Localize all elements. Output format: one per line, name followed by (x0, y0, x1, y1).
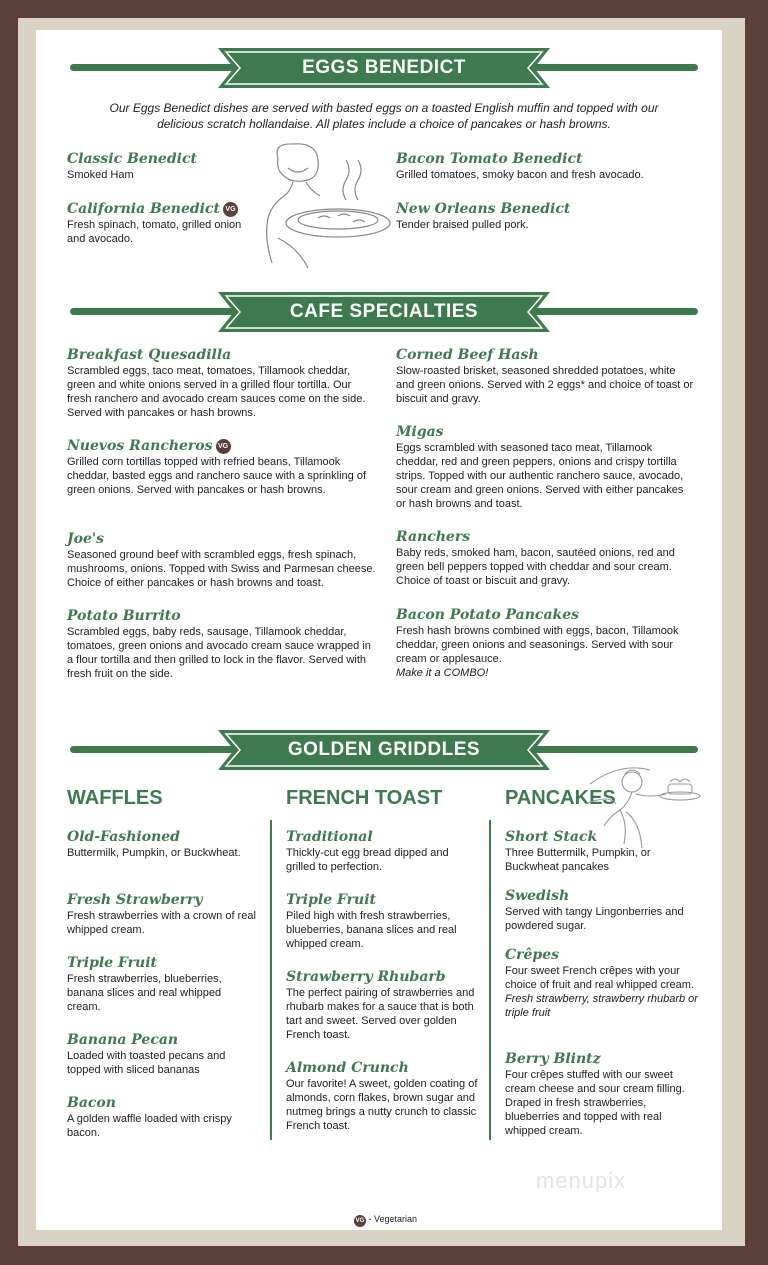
item-name: Bacon (67, 1095, 116, 1111)
pancakes-heading: PANCAKES (505, 787, 616, 809)
vegetarian-icon: VG (216, 439, 231, 454)
item-name: Strawberry Rhubarb (286, 969, 446, 985)
section-title: GOLDEN GRIDDLES (287, 739, 481, 760)
menu-item (286, 968, 481, 1042)
item-name: Old-Fashioned (67, 829, 180, 845)
waitress-illustration-icon (248, 138, 393, 276)
item-name: Short Stack (505, 829, 598, 845)
menu-item (67, 607, 377, 681)
item-desc: Served with tangy Lingonberries and powdered sugar. (505, 906, 684, 932)
item-name-row (67, 437, 377, 455)
item-name: Corned Beef Hash (396, 347, 539, 363)
item-name: Ranchers (396, 529, 471, 545)
item-name: Berry Blintz (505, 1051, 601, 1067)
banner-ribbon (218, 46, 550, 90)
item-desc: Scrambled eggs, taco meat, tomatoes, Tillamook cheddar, green and white onions served in a grilled flour tortilla. Our fresh ranchero and avocado cream sauces come on the side. Served with pancakes or hash browns. (67, 365, 366, 419)
item-name: Traditional (286, 829, 373, 845)
waffles-heading: WAFFLES (67, 787, 163, 809)
vegetarian-icon: VG (223, 202, 238, 217)
item-desc: Seasoned ground beef with scrambled eggs, fresh spinach, mushrooms, onions. Topped with Swiss and Parmesan cheese. Choice of either pancakes or hash browns and toast. (67, 549, 376, 589)
item-desc: Loaded with toasted pecans and topped with sliced bananas (67, 1050, 226, 1076)
menu-item (67, 1094, 257, 1140)
menu-item (286, 891, 481, 951)
item-desc: Fresh strawberries with a crown of real whipped cream. (67, 910, 256, 936)
menu-item (396, 606, 696, 680)
item-desc: Smoked Ham (67, 169, 134, 181)
menu-item (286, 1059, 481, 1133)
menu-item (67, 200, 257, 246)
benedict-intro: Our Eggs Benedict dishes are served with basted eggs on a toasted English muffin and topped with our delicious scratch hollandaise. All plates include a choice of pancakes or hash browns. (109, 101, 659, 131)
vegetarian-icon: VG (354, 1215, 366, 1227)
item-desc: Grilled tomatoes, smoky bacon and fresh avocado. (396, 169, 644, 181)
menu-item (505, 946, 700, 1020)
item-desc: Thickly-cut egg bread dipped and grilled to perfection. (286, 847, 449, 873)
item-name: New Orleans Benedict (396, 201, 571, 217)
item-name: Crêpes (505, 947, 560, 963)
item-desc: Our favorite! A sweet, golden coating of almonds, corn flakes, brown sugar and nutmeg brings a nutty crunch to classic French toast. (286, 1078, 478, 1132)
menu-item (67, 1031, 257, 1077)
item-desc: Piled high with fresh strawberries, blueberries, banana slices and real whipped cream. (286, 910, 457, 950)
column-divider (270, 820, 272, 1140)
item-name: Swedish (505, 888, 570, 904)
item-desc: The perfect pairing of strawberries and rhubarb makes for a sauce that is both tart and sweet. Served over golden French toast. (286, 987, 475, 1041)
item-desc: Fresh hash browns combined with eggs, bacon, Tillamook cheddar, green onions and seasonings. Served with sour cream or applesauce. (396, 625, 679, 665)
cafe-specialties-banner (70, 290, 698, 334)
item-desc: Eggs scrambled with seasoned taco meat, Tillamook cheddar, red and green peppers, onions and crispy tortilla strips. Topped with our authentic ranchero sauce, avocado, sour cream and green onions. Served with either pancakes or hash browns and toast. (396, 442, 684, 510)
section-title: CAFE SPECIALTIES (289, 301, 479, 322)
item-name: Bacon Tomato Benedict (396, 151, 583, 167)
item-desc: Grilled corn tortillas topped with refried beans, Tillamook cheddar, basted eggs and ranchero sauce with a sprinkling of green onions. Served with pancakes or hash browns. (67, 456, 367, 496)
item-name: Triple Fruit (67, 955, 158, 971)
item-desc: Slow-roasted brisket, seasoned shredded potatoes, white and green onions. Served with 2 eggs* and choice of toast or biscuit and gravy. (396, 365, 694, 405)
vegetarian-legend (0, 1214, 768, 1227)
menu-item (396, 423, 696, 511)
item-name: Fresh Strawberry (67, 892, 203, 908)
item-desc: Three Buttermilk, Pumpkin, or Buckwheat pancakes (505, 847, 651, 873)
menu-item (67, 437, 377, 497)
item-name: California Benedict (67, 201, 220, 217)
item-desc: Fresh strawberries, blueberries, banana slices and real whipped cream. (67, 973, 222, 1013)
menu-item (505, 828, 700, 874)
menu-item (286, 828, 481, 874)
menu-item (67, 150, 257, 182)
menu-item (505, 887, 700, 933)
item-name: Almond Crunch (286, 1060, 409, 1076)
menu-item (67, 828, 257, 860)
item-desc: Tender braised pulled pork. (396, 219, 529, 231)
menu-item (396, 346, 696, 406)
menu-item (396, 200, 686, 232)
item-desc: Buttermilk, Pumpkin, or Buckwheat. (67, 847, 241, 859)
banner-ribbon (218, 290, 550, 334)
menu-item (396, 150, 686, 182)
menu-item (67, 346, 377, 420)
item-note: Fresh strawberry, strawberry rhubarb or triple fruit (505, 993, 698, 1019)
column-divider (489, 820, 491, 1140)
item-desc: Fresh spinach, tomato, grilled onion and avocado. (67, 219, 242, 245)
menu-item (505, 1050, 700, 1138)
item-desc: Four crêpes stuffed with our sweet cream cheese and sour cream filling. Draped in fresh strawberries, blueberries and topped with real whipped cream. (505, 1069, 685, 1137)
item-name-row (67, 200, 257, 218)
banner-ribbon (218, 728, 550, 772)
french-toast-heading: FRENCH TOAST (286, 787, 443, 809)
item-name: Classic Benedict (67, 151, 197, 167)
item-name: Triple Fruit (286, 892, 377, 908)
item-name: Banana Pecan (67, 1032, 179, 1048)
item-desc: Four sweet French crêpes with your choice of fruit and real whipped cream. (505, 965, 694, 991)
item-name: Potato Burrito (67, 608, 181, 624)
item-name: Joe's (67, 531, 105, 547)
combo-note: Make it a COMBO! (396, 667, 489, 679)
legend-text: - Vegetarian (368, 1214, 418, 1224)
watermark: menupix (536, 1168, 627, 1193)
eggs-benedict-banner (70, 46, 698, 90)
item-desc: Scrambled eggs, baby reds, sausage, Tillamook cheddar, tomatoes, green onions and avocado cream sauce wrapped in a flour tortilla and then grilled to lock in the flavor. Served with fresh fruit on the side. (67, 626, 371, 680)
section-title: EGGS BENEDICT (302, 57, 466, 78)
menu-item (67, 891, 257, 937)
item-desc: A golden waffle loaded with crispy bacon. (67, 1113, 232, 1139)
item-name: Migas (396, 424, 444, 440)
menu-item (67, 530, 377, 590)
item-desc: Baby reds, smoked ham, bacon, sautéed onions, red and green bell peppers topped with cheddar and sour cream. Choice of toast or biscuit and gravy. (396, 547, 675, 587)
item-name: Nuevos Rancheros (67, 438, 213, 454)
item-name: Breakfast Quesadilla (67, 347, 232, 363)
item-name: Bacon Potato Pancakes (396, 607, 580, 623)
menu-item (396, 528, 696, 588)
menu-item (67, 954, 257, 1014)
